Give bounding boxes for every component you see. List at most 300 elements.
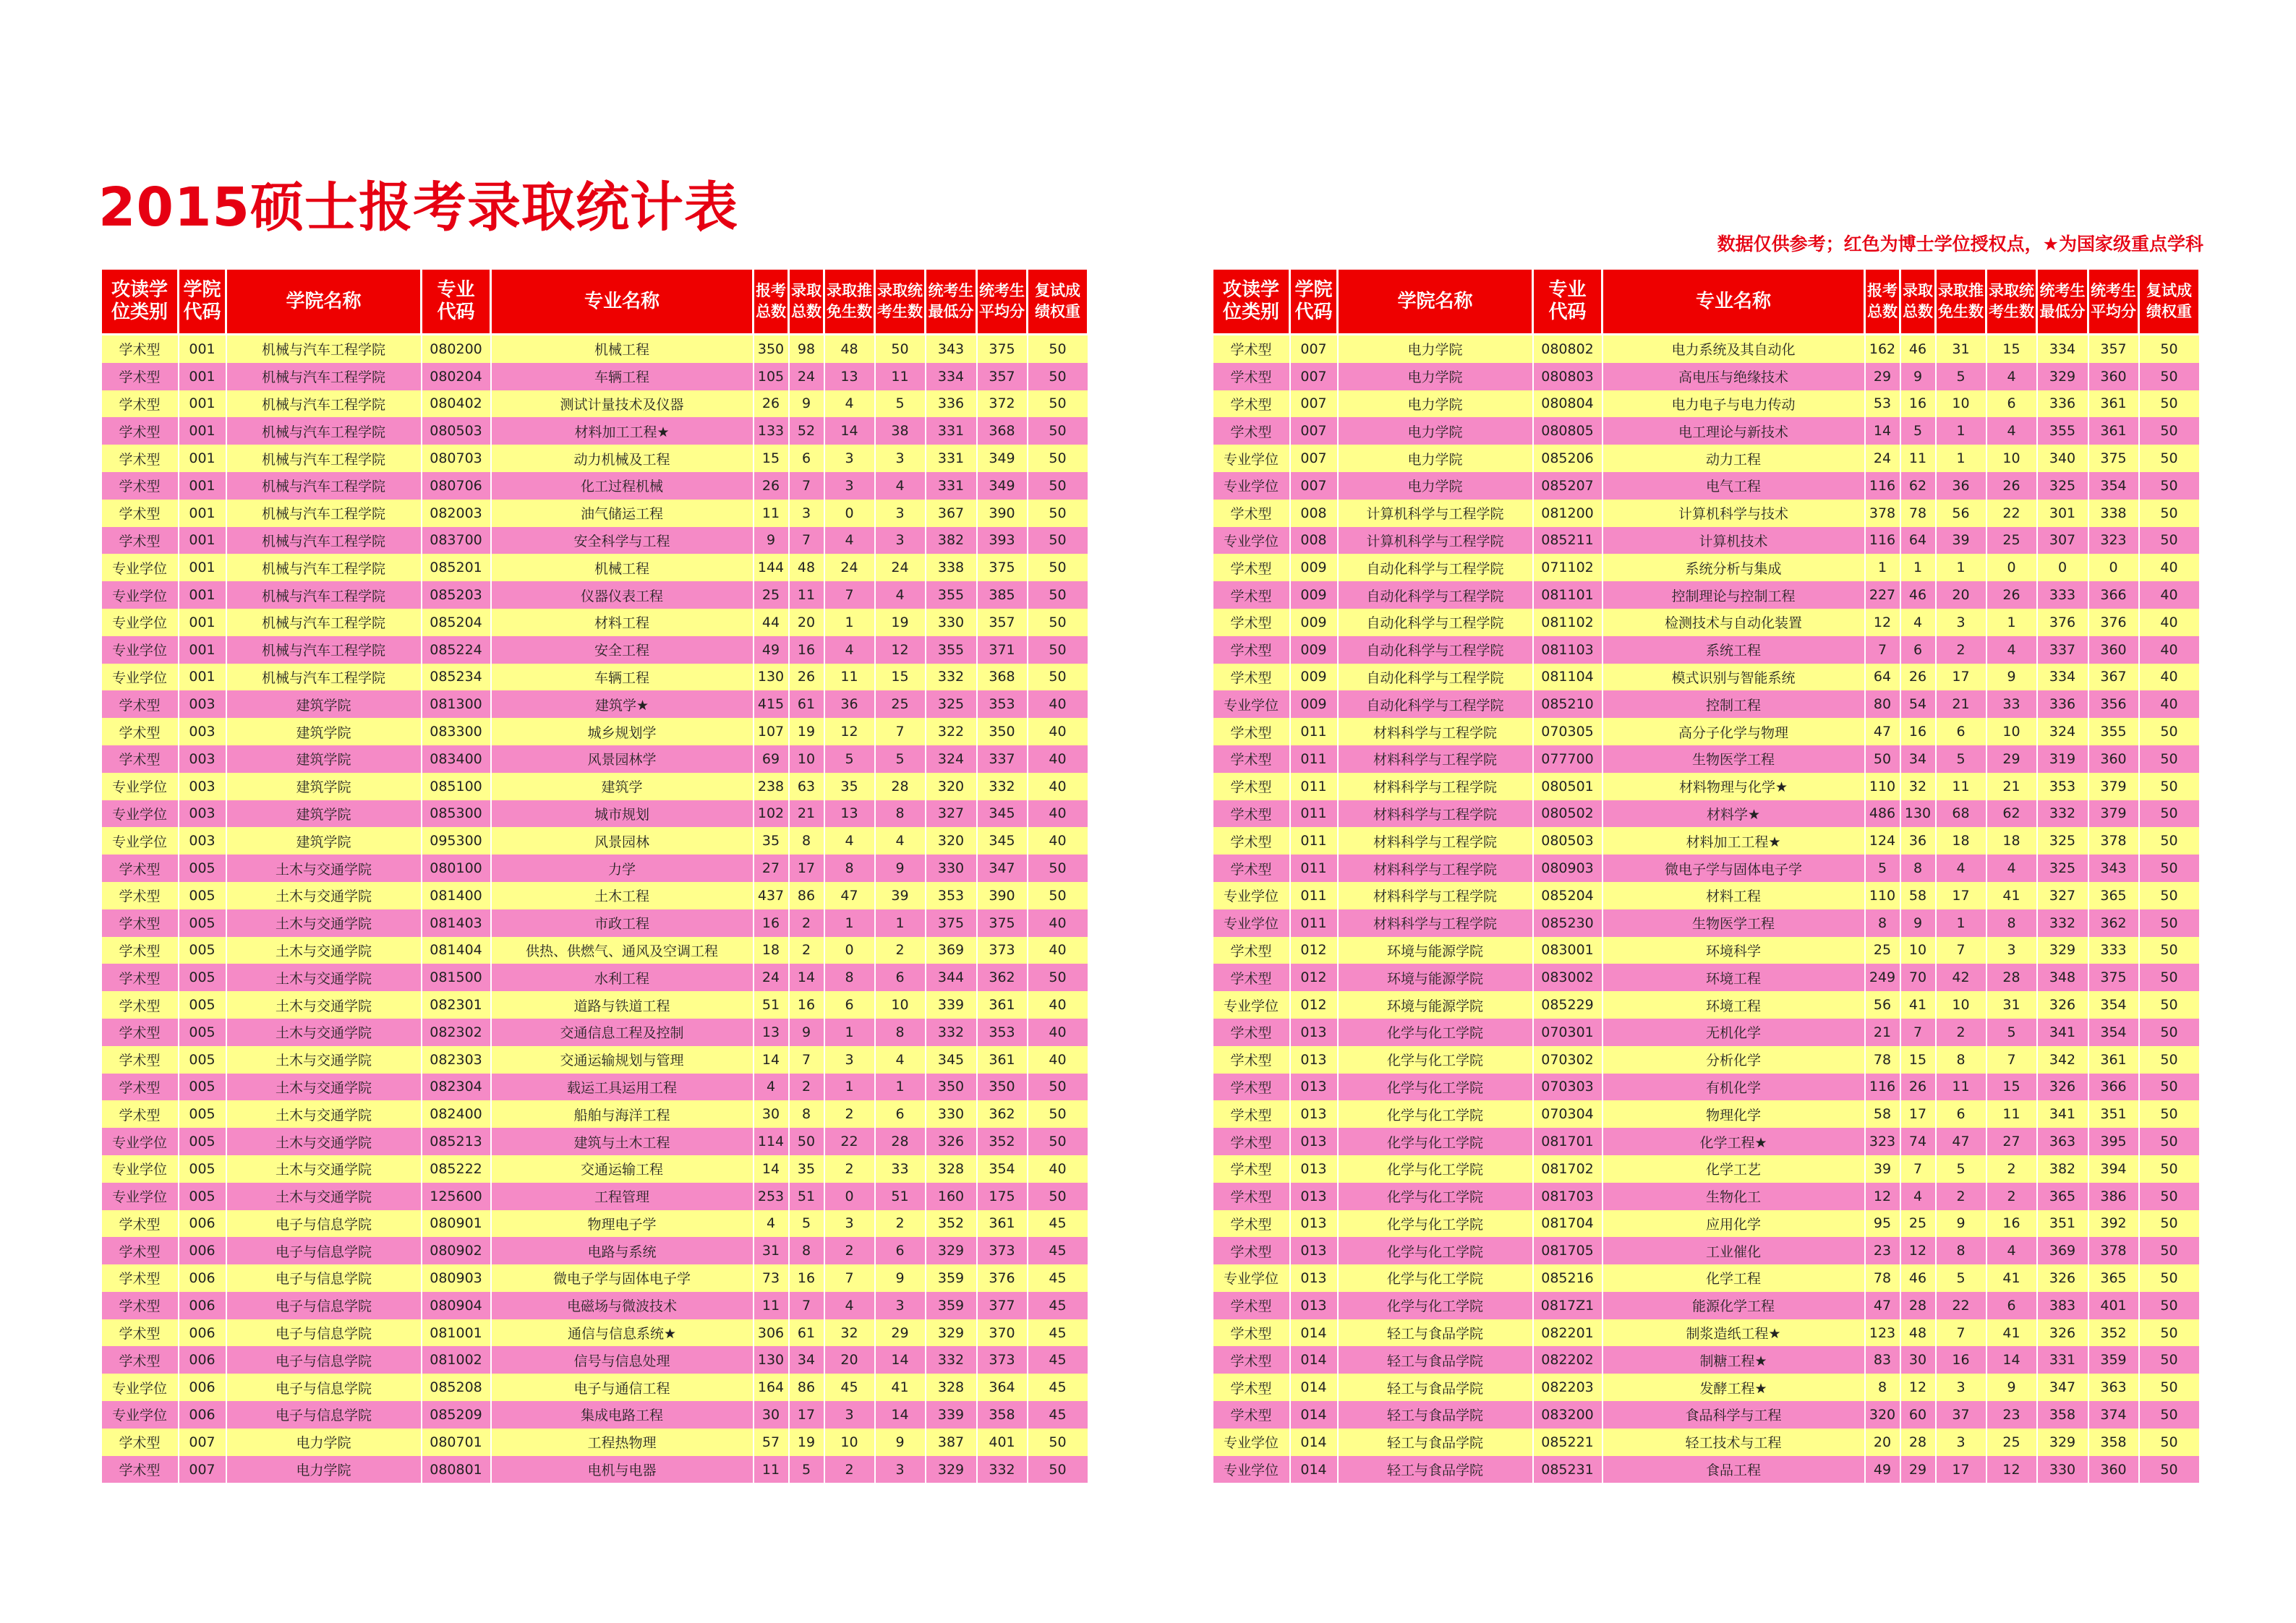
cell-school-name: 机械与汽车工程学院 xyxy=(226,581,422,609)
cell-applicants-total: 253 xyxy=(754,1183,789,1210)
cell-admitted-exam: 25 xyxy=(1986,1429,2037,1456)
cell-major-code: 085210 xyxy=(1533,690,1602,718)
cell-exam-min-score: 328 xyxy=(926,1155,977,1183)
cell-degree-type: 专业学位 xyxy=(101,554,179,581)
cell-admitted-exempt: 37 xyxy=(1936,1401,1986,1429)
cell-exam-avg-score: 371 xyxy=(977,636,1028,664)
cell-admitted-exam: 9 xyxy=(1986,1374,2037,1401)
cell-admitted-exam: 41 xyxy=(1986,1319,2037,1347)
cell-school-name: 自动化科学与工程学院 xyxy=(1338,554,1533,581)
cell-major-code: 085211 xyxy=(1533,527,1602,554)
cell-admitted-total: 9 xyxy=(1900,363,1936,390)
cell-admitted-exam: 12 xyxy=(875,636,926,664)
header-degree-type: 攻读学 位类别 xyxy=(101,269,179,335)
cell-applicants-total: 12 xyxy=(1865,609,1900,636)
cell-exam-min-score: 326 xyxy=(2037,991,2088,1019)
cell-admitted-exempt: 4 xyxy=(824,390,875,418)
table-row xyxy=(1213,1429,2200,1456)
cell-applicants-total: 25 xyxy=(1865,937,1900,964)
cell-admitted-exam: 4 xyxy=(1986,417,2037,445)
cell-admitted-exempt: 6 xyxy=(1936,718,1986,745)
cell-degree-type: 学术型 xyxy=(101,690,179,718)
cell-degree-type: 学术型 xyxy=(101,1100,179,1128)
cell-admitted-exam: 15 xyxy=(875,664,926,691)
cell-retest-weight: 50 xyxy=(2139,745,2200,773)
cell-school-code: 005 xyxy=(179,855,226,882)
cell-school-name: 电子与信息学院 xyxy=(226,1319,422,1347)
cell-major-code: 081300 xyxy=(422,690,491,718)
cell-admitted-exam: 38 xyxy=(875,417,926,445)
cell-school-code: 003 xyxy=(179,800,226,828)
cell-school-name: 电力学院 xyxy=(1338,363,1533,390)
cell-exam-avg-score: 362 xyxy=(977,1100,1028,1128)
cell-major-code: 083400 xyxy=(422,745,491,773)
cell-school-name: 土木与交通学院 xyxy=(226,964,422,991)
cell-major-name: 机械工程 xyxy=(491,335,754,363)
cell-school-name: 机械与汽车工程学院 xyxy=(226,609,422,636)
cell-school-name: 土木与交通学院 xyxy=(226,937,422,964)
cell-exam-min-score: 359 xyxy=(926,1264,977,1292)
cell-degree-type: 学术型 xyxy=(1213,745,1290,773)
table-row xyxy=(101,1292,1088,1319)
cell-admitted-exempt: 36 xyxy=(824,690,875,718)
cell-major-code: 083002 xyxy=(1533,964,1602,991)
header-major-code: 专业 代码 xyxy=(422,269,491,335)
cell-exam-avg-score: 361 xyxy=(2088,1046,2139,1074)
table-row xyxy=(1213,1155,2200,1183)
cell-degree-type: 学术型 xyxy=(101,417,179,445)
table-row xyxy=(1213,1374,2200,1401)
cell-admitted-exam: 4 xyxy=(1986,363,2037,390)
cell-retest-weight: 40 xyxy=(1028,773,1088,800)
cell-exam-avg-score: 337 xyxy=(977,745,1028,773)
table-row xyxy=(1213,1183,2200,1210)
header-admitted-exam: 录取统 考生数 xyxy=(875,269,926,335)
table-row xyxy=(1213,363,2200,390)
table-row xyxy=(1213,827,2200,855)
cell-major-name: 安全工程 xyxy=(491,636,754,664)
cell-major-name: 船舶与海洋工程 xyxy=(491,1100,754,1128)
cell-admitted-total: 12 xyxy=(1900,1237,1936,1264)
cell-major-name: 工业催化 xyxy=(1602,1237,1865,1264)
cell-degree-type: 学术型 xyxy=(101,718,179,745)
table-row xyxy=(1213,1210,2200,1238)
cell-school-name: 建筑学院 xyxy=(226,773,422,800)
cell-exam-avg-score: 385 xyxy=(977,581,1028,609)
cell-retest-weight: 40 xyxy=(1028,1019,1088,1046)
cell-exam-avg-score: 347 xyxy=(977,855,1028,882)
cell-exam-avg-score: 378 xyxy=(2088,827,2139,855)
cell-retest-weight: 50 xyxy=(2139,417,2200,445)
cell-school-code: 013 xyxy=(1290,1155,1338,1183)
cell-school-name: 土木与交通学院 xyxy=(226,1100,422,1128)
cell-admitted-exam: 25 xyxy=(875,690,926,718)
cell-school-code: 003 xyxy=(179,690,226,718)
cell-admitted-exempt: 18 xyxy=(1936,827,1986,855)
cell-major-name: 仪器仪表工程 xyxy=(491,581,754,609)
cell-applicants-total: 11 xyxy=(754,500,789,527)
cell-major-name: 化学工程★ xyxy=(1602,1128,1865,1155)
cell-applicants-total: 306 xyxy=(754,1319,789,1347)
cell-admitted-total: 5 xyxy=(789,1456,824,1483)
cell-school-code: 014 xyxy=(1290,1456,1338,1483)
cell-applicants-total: 58 xyxy=(1865,1100,1900,1128)
cell-exam-min-score: 383 xyxy=(2037,1292,2088,1319)
cell-admitted-exempt: 5 xyxy=(1936,745,1986,773)
cell-retest-weight: 40 xyxy=(2139,636,2200,664)
cell-admitted-total: 16 xyxy=(1900,718,1936,745)
cell-admitted-total: 30 xyxy=(1900,1346,1936,1374)
cell-school-name: 电力学院 xyxy=(226,1456,422,1483)
cell-major-code: 085224 xyxy=(422,636,491,664)
cell-applicants-total: 124 xyxy=(1865,827,1900,855)
cell-school-code: 014 xyxy=(1290,1401,1338,1429)
table-row xyxy=(1213,1456,2200,1483)
cell-degree-type: 学术型 xyxy=(1213,1374,1290,1401)
cell-exam-min-score: 369 xyxy=(2037,1237,2088,1264)
cell-major-name: 油气储运工程 xyxy=(491,500,754,527)
cell-admitted-total: 34 xyxy=(1900,745,1936,773)
cell-major-name: 检测技术与自动化装置 xyxy=(1602,609,1865,636)
header-admitted-total: 录取 总数 xyxy=(789,269,824,335)
cell-degree-type: 专业学位 xyxy=(1213,909,1290,937)
table-row xyxy=(101,1046,1088,1074)
cell-major-code: 085204 xyxy=(422,609,491,636)
cell-major-name: 食品科学与工程 xyxy=(1602,1401,1865,1429)
cell-school-name: 计算机科学与工程学院 xyxy=(1338,527,1533,554)
cell-admitted-exempt: 0 xyxy=(824,500,875,527)
cell-applicants-total: 53 xyxy=(1865,390,1900,418)
cell-exam-avg-score: 352 xyxy=(2088,1319,2139,1347)
cell-major-code: 080200 xyxy=(422,335,491,363)
cell-school-code: 013 xyxy=(1290,1210,1338,1238)
cell-admitted-exempt: 2 xyxy=(824,1100,875,1128)
cell-admitted-exempt: 11 xyxy=(1936,773,1986,800)
cell-exam-min-score: 347 xyxy=(2037,1374,2088,1401)
cell-applicants-total: 27 xyxy=(754,855,789,882)
cell-admitted-exam: 15 xyxy=(1986,1074,2037,1101)
cell-exam-avg-score: 368 xyxy=(977,417,1028,445)
cell-major-name: 控制工程 xyxy=(1602,690,1865,718)
cell-school-code: 006 xyxy=(179,1401,226,1429)
table-header-row xyxy=(1213,269,2200,335)
table-row xyxy=(101,472,1088,500)
cell-major-name: 城乡规划学 xyxy=(491,718,754,745)
cell-retest-weight: 40 xyxy=(1028,827,1088,855)
cell-major-name: 无机化学 xyxy=(1602,1019,1865,1046)
cell-admitted-exempt: 2 xyxy=(1936,1019,1986,1046)
cell-admitted-exempt: 1 xyxy=(1936,445,1986,472)
table-row xyxy=(101,800,1088,828)
table-row xyxy=(1213,636,2200,664)
cell-admitted-exempt: 1 xyxy=(824,1019,875,1046)
cell-retest-weight: 50 xyxy=(2139,1456,2200,1483)
cell-exam-avg-score: 361 xyxy=(2088,417,2139,445)
cell-exam-avg-score: 352 xyxy=(977,1128,1028,1155)
cell-admitted-exempt: 3 xyxy=(824,1401,875,1429)
cell-applicants-total: 30 xyxy=(754,1401,789,1429)
cell-school-code: 005 xyxy=(179,1074,226,1101)
cell-admitted-total: 10 xyxy=(789,745,824,773)
cell-admitted-exempt: 13 xyxy=(824,800,875,828)
cell-applicants-total: 64 xyxy=(1865,664,1900,691)
cell-major-name: 信号与信息处理 xyxy=(491,1346,754,1374)
header-admitted-exam: 录取统 考生数 xyxy=(1986,269,2037,335)
cell-school-code: 006 xyxy=(179,1346,226,1374)
cell-major-code: 081403 xyxy=(422,909,491,937)
cell-admitted-total: 7 xyxy=(1900,1019,1936,1046)
cell-exam-min-score: 329 xyxy=(2037,1429,2088,1456)
cell-major-code: 080801 xyxy=(422,1456,491,1483)
cell-admitted-total: 35 xyxy=(789,1155,824,1183)
cell-exam-avg-score: 360 xyxy=(2088,745,2139,773)
cell-school-code: 007 xyxy=(1290,445,1338,472)
cell-major-code: 080402 xyxy=(422,390,491,418)
cell-exam-avg-score: 355 xyxy=(2088,718,2139,745)
table-row xyxy=(101,1346,1088,1374)
cell-admitted-exempt: 1 xyxy=(824,909,875,937)
cell-degree-type: 学术型 xyxy=(1213,718,1290,745)
cell-school-name: 化学与化工学院 xyxy=(1338,1264,1533,1292)
cell-admitted-total: 78 xyxy=(1900,500,1936,527)
cell-applicants-total: 486 xyxy=(1865,800,1900,828)
cell-admitted-total: 17 xyxy=(789,855,824,882)
cell-retest-weight: 40 xyxy=(2139,581,2200,609)
cell-major-name: 车辆工程 xyxy=(491,363,754,390)
cell-major-name: 机械工程 xyxy=(491,554,754,581)
cell-degree-type: 学术型 xyxy=(1213,1401,1290,1429)
cell-admitted-total: 7 xyxy=(789,1046,824,1074)
cell-school-code: 005 xyxy=(179,1100,226,1128)
cell-applicants-total: 350 xyxy=(754,335,789,363)
cell-applicants-total: 35 xyxy=(754,827,789,855)
cell-admitted-total: 74 xyxy=(1900,1128,1936,1155)
cell-applicants-total: 47 xyxy=(1865,718,1900,745)
cell-degree-type: 学术型 xyxy=(1213,363,1290,390)
table-row xyxy=(101,390,1088,418)
cell-school-name: 土木与交通学院 xyxy=(226,1074,422,1101)
cell-retest-weight: 40 xyxy=(1028,745,1088,773)
cell-admitted-total: 20 xyxy=(789,609,824,636)
cell-exam-avg-score: 364 xyxy=(977,1374,1028,1401)
cell-major-code: 080503 xyxy=(1533,827,1602,855)
table-row xyxy=(1213,800,2200,828)
cell-school-name: 化学与化工学院 xyxy=(1338,1183,1533,1210)
cell-retest-weight: 50 xyxy=(2139,390,2200,418)
cell-admitted-exam: 2 xyxy=(1986,1183,2037,1210)
cell-exam-avg-score: 332 xyxy=(977,773,1028,800)
cell-school-code: 005 xyxy=(179,1046,226,1074)
cell-applicants-total: 110 xyxy=(1865,882,1900,909)
cell-admitted-total: 10 xyxy=(1900,937,1936,964)
cell-degree-type: 学术型 xyxy=(1213,581,1290,609)
cell-major-name: 电工理论与新技术 xyxy=(1602,417,1865,445)
cell-degree-type: 专业学位 xyxy=(101,800,179,828)
cell-major-name: 模式识别与智能系统 xyxy=(1602,664,1865,691)
cell-admitted-exempt: 56 xyxy=(1936,500,1986,527)
cell-major-code: 085216 xyxy=(1533,1264,1602,1292)
cell-retest-weight: 50 xyxy=(1028,1456,1088,1483)
cell-admitted-exam: 9 xyxy=(875,855,926,882)
cell-degree-type: 专业学位 xyxy=(101,827,179,855)
cell-admitted-total: 51 xyxy=(789,1183,824,1210)
cell-major-name: 分析化学 xyxy=(1602,1046,1865,1074)
cell-major-code: 080802 xyxy=(1533,335,1602,363)
cell-degree-type: 学术型 xyxy=(101,1074,179,1101)
cell-admitted-exempt: 11 xyxy=(1936,1074,1986,1101)
cell-retest-weight: 50 xyxy=(2139,800,2200,828)
cell-admitted-exam: 4 xyxy=(875,581,926,609)
cell-retest-weight: 50 xyxy=(2139,445,2200,472)
cell-major-code: 082304 xyxy=(422,1074,491,1101)
cell-exam-min-score: 330 xyxy=(926,1100,977,1128)
cell-school-code: 005 xyxy=(179,1183,226,1210)
cell-exam-min-score: 351 xyxy=(2037,1210,2088,1238)
header-exam-avg-score: 统考生 平均分 xyxy=(2088,269,2139,335)
cell-degree-type: 专业学位 xyxy=(101,1183,179,1210)
cell-degree-type: 专业学位 xyxy=(1213,445,1290,472)
cell-admitted-exam: 50 xyxy=(875,335,926,363)
cell-admitted-exempt: 16 xyxy=(1936,1346,1986,1374)
table-row xyxy=(101,827,1088,855)
cell-retest-weight: 50 xyxy=(2139,1210,2200,1238)
cell-exam-avg-score: 376 xyxy=(2088,609,2139,636)
cell-admitted-exam: 26 xyxy=(1986,472,2037,500)
cell-exam-avg-score: 365 xyxy=(2088,882,2139,909)
cell-admitted-total: 16 xyxy=(789,991,824,1019)
cell-degree-type: 学术型 xyxy=(1213,500,1290,527)
cell-admitted-exempt: 36 xyxy=(1936,472,1986,500)
cell-admitted-exam: 28 xyxy=(1986,964,2037,991)
cell-major-code: 083300 xyxy=(422,718,491,745)
cell-exam-avg-score: 353 xyxy=(977,690,1028,718)
cell-admitted-exam: 2 xyxy=(875,1210,926,1238)
cell-degree-type: 学术型 xyxy=(1213,964,1290,991)
cell-exam-avg-score: 354 xyxy=(2088,991,2139,1019)
cell-exam-avg-score: 360 xyxy=(2088,1456,2139,1483)
table-row xyxy=(101,1019,1088,1046)
cell-retest-weight: 50 xyxy=(2139,909,2200,937)
cell-school-name: 电力学院 xyxy=(1338,390,1533,418)
cell-exam-min-score: 334 xyxy=(2037,664,2088,691)
cell-major-code: 082201 xyxy=(1533,1319,1602,1347)
cell-major-code: 085231 xyxy=(1533,1456,1602,1483)
cell-degree-type: 学术型 xyxy=(1213,937,1290,964)
cell-school-name: 土木与交通学院 xyxy=(226,1019,422,1046)
cell-admitted-exam: 3 xyxy=(875,1456,926,1483)
cell-exam-min-score: 369 xyxy=(926,937,977,964)
cell-major-name: 化工过程机械 xyxy=(491,472,754,500)
cell-degree-type: 学术型 xyxy=(101,745,179,773)
header-school-code: 学院 代码 xyxy=(179,269,226,335)
cell-admitted-total: 2 xyxy=(789,1074,824,1101)
cell-exam-avg-score: 375 xyxy=(977,335,1028,363)
cell-exam-avg-score: 345 xyxy=(977,800,1028,828)
cell-major-code: 083001 xyxy=(1533,937,1602,964)
cell-school-code: 011 xyxy=(1290,773,1338,800)
cell-school-code: 007 xyxy=(1290,472,1338,500)
cell-major-code: 085201 xyxy=(422,554,491,581)
cell-major-code: 080502 xyxy=(1533,800,1602,828)
cell-major-name: 测试计量技术及仪器 xyxy=(491,390,754,418)
cell-exam-min-score: 387 xyxy=(926,1429,977,1456)
cell-school-code: 008 xyxy=(1290,527,1338,554)
cell-admitted-total: 46 xyxy=(1900,1264,1936,1292)
cell-exam-min-score: 325 xyxy=(2037,472,2088,500)
cell-admitted-total: 29 xyxy=(1900,1456,1936,1483)
cell-admitted-exam: 1 xyxy=(875,909,926,937)
cell-applicants-total: 5 xyxy=(1865,855,1900,882)
cell-admitted-exempt: 2 xyxy=(824,1456,875,1483)
table-row xyxy=(1213,554,2200,581)
cell-admitted-exempt: 11 xyxy=(824,664,875,691)
cell-school-code: 006 xyxy=(179,1237,226,1264)
cell-major-name: 发酵工程★ xyxy=(1602,1374,1865,1401)
cell-admitted-exam: 4 xyxy=(1986,1237,2037,1264)
cell-retest-weight: 45 xyxy=(1028,1374,1088,1401)
cell-major-code: 082202 xyxy=(1533,1346,1602,1374)
cell-exam-min-score: 365 xyxy=(2037,1183,2088,1210)
cell-exam-avg-score: 365 xyxy=(2088,1264,2139,1292)
cell-school-name: 自动化科学与工程学院 xyxy=(1338,581,1533,609)
cell-retest-weight: 50 xyxy=(1028,472,1088,500)
cell-degree-type: 学术型 xyxy=(101,1046,179,1074)
cell-exam-min-score: 382 xyxy=(926,527,977,554)
cell-admitted-exempt: 39 xyxy=(1936,527,1986,554)
cell-major-code: 070304 xyxy=(1533,1100,1602,1128)
cell-admitted-total: 25 xyxy=(1900,1210,1936,1238)
cell-major-name: 建筑学★ xyxy=(491,690,754,718)
cell-degree-type: 专业学位 xyxy=(1213,690,1290,718)
cell-school-code: 009 xyxy=(1290,581,1338,609)
cell-degree-type: 学术型 xyxy=(101,500,179,527)
cell-degree-type: 专业学位 xyxy=(1213,1456,1290,1483)
cell-degree-type: 学术型 xyxy=(101,1429,179,1456)
cell-school-code: 001 xyxy=(179,335,226,363)
cell-admitted-exam: 25 xyxy=(1986,527,2037,554)
cell-school-code: 007 xyxy=(1290,417,1338,445)
cell-admitted-total: 9 xyxy=(1900,909,1936,937)
cell-major-code: 071102 xyxy=(1533,554,1602,581)
table-row xyxy=(101,335,1088,363)
cell-applicants-total: 29 xyxy=(1865,363,1900,390)
cell-admitted-exempt: 45 xyxy=(824,1374,875,1401)
cell-admitted-total: 64 xyxy=(1900,527,1936,554)
cell-applicants-total: 23 xyxy=(1865,1237,1900,1264)
cell-major-code: 085300 xyxy=(422,800,491,828)
cell-school-code: 005 xyxy=(179,909,226,937)
cell-school-name: 电子与信息学院 xyxy=(226,1210,422,1238)
cell-school-name: 环境与能源学院 xyxy=(1338,937,1533,964)
cell-school-code: 001 xyxy=(179,609,226,636)
cell-retest-weight: 50 xyxy=(2139,1429,2200,1456)
cell-exam-avg-score: 367 xyxy=(2088,664,2139,691)
cell-admitted-total: 7 xyxy=(1900,1155,1936,1183)
cell-school-code: 011 xyxy=(1290,855,1338,882)
cell-retest-weight: 40 xyxy=(1028,909,1088,937)
cell-school-code: 001 xyxy=(179,390,226,418)
cell-school-code: 012 xyxy=(1290,991,1338,1019)
cell-school-name: 机械与汽车工程学院 xyxy=(226,636,422,664)
cell-exam-min-score: 375 xyxy=(926,909,977,937)
cell-major-name: 制糖工程★ xyxy=(1602,1346,1865,1374)
cell-school-code: 008 xyxy=(1290,500,1338,527)
cell-degree-type: 学术型 xyxy=(1213,390,1290,418)
cell-retest-weight: 50 xyxy=(2139,882,2200,909)
cell-school-name: 材料科学与工程学院 xyxy=(1338,745,1533,773)
cell-school-code: 007 xyxy=(1290,363,1338,390)
table-row xyxy=(1213,1346,2200,1374)
